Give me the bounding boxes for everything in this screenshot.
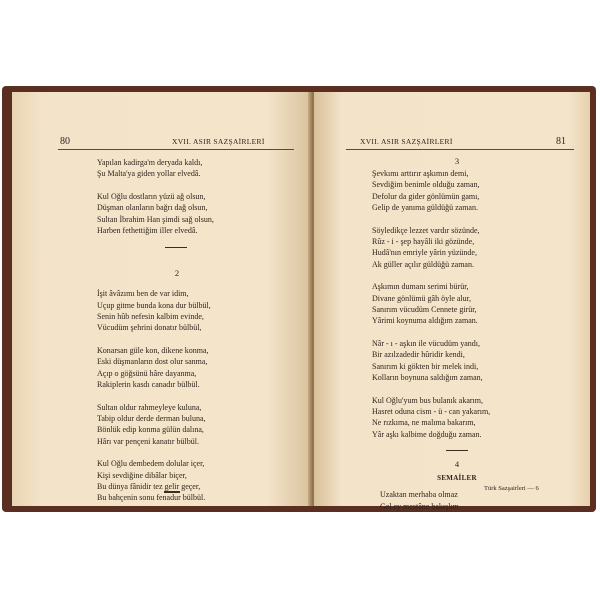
verse-line: Yapılan kadirga'm deryada kaldı, <box>97 158 203 167</box>
poem4-title: SEMAİLER <box>437 473 477 482</box>
verse-line: Şu Malta'ya giden yollar elvedâ. <box>97 169 201 179</box>
verse-line: Gelip de yanıma güldüğü zaman. <box>372 202 478 212</box>
poem1-stanza <box>97 191 307 236</box>
verse-line: Uçup gitme bunda kona dur bülbül, <box>97 300 211 310</box>
verse-line: Şevkımı arttırır aşkımın demi, <box>372 169 469 178</box>
section-divider <box>165 247 187 248</box>
verse-line: Gel ey mestâne bakışlım <box>380 501 459 511</box>
verse-line: Yâr aşkı kalbime doğduğu zaman. <box>372 429 482 439</box>
open-book <box>2 86 596 512</box>
page-end-dash <box>164 491 180 493</box>
poem2-stanza <box>97 288 307 333</box>
verse-line: Eski düşmanların dost olur sanma, <box>97 357 208 367</box>
verse-line: Sevdiğim benimle olduğu zaman, <box>372 180 480 190</box>
section-divider <box>446 450 468 451</box>
verse-line: Defolur da gider gönlümün gamı, <box>372 191 480 201</box>
right-running-head: XVII. ASIR SAZŞAİRLERİ <box>360 137 453 146</box>
poem3-stanza <box>372 281 572 326</box>
verse-line: Sultan İbrahim Han şimdi sağ olsun, <box>97 214 214 224</box>
poem2-number: 2 <box>174 268 180 279</box>
verse-line: Rûz - i - şep hayâli iki gözünde, <box>372 236 475 246</box>
right-header-rule <box>346 149 574 150</box>
verse-line: Bu dünya fânidir tez gelir geçer, <box>97 481 201 491</box>
verse-line: Divane gönlümü gâh öyle alur, <box>372 293 471 303</box>
verse-line: Sultan oldur rahmeyleye kuluna, <box>97 402 202 412</box>
verse-line: Hârı var pençeni kanatır bülbül. <box>97 436 199 446</box>
poem3-stanza <box>372 168 572 213</box>
verse-line: Sanırım vücudüm Cennete girür, <box>372 304 477 314</box>
verse-line: Sanırım ki gökten bir melek indi, <box>372 361 479 371</box>
verse-line: Aşkımın dumanı serimi bürür, <box>372 282 469 292</box>
verse-line: Uzaktan merhaba olmaz <box>380 490 458 500</box>
verse-line: Kul Oğlu dostların yüzü ağ olsun, <box>97 192 206 202</box>
verse-line: Rakiplerin kasdı canadır bülbül. <box>97 379 200 389</box>
verse-line: Nâr - ı - aşkın ile vücudüm yandı, <box>372 339 480 349</box>
verse-line: Senin hûb nefesin kalbim evinde, <box>97 311 204 321</box>
left-running-head: XVII. ASIR SAZŞAİRLERİ <box>172 137 265 146</box>
printer-signature: Türk Sazşairleri — 6 <box>484 485 539 492</box>
verse-line: Ne rızkıma, ne malıma bakarım, <box>372 418 476 428</box>
poem3-number: 3 <box>454 156 460 166</box>
verse-line: Yârimi koynuma aldığım zaman. <box>372 316 478 326</box>
verse-line: Ak güller açılır güldüğü zaman. <box>372 259 474 269</box>
verse-line: Harben fethettiğim iller elvedâ. <box>97 225 198 235</box>
verse-line: Kolların boynuna saldığım zaman, <box>372 372 483 382</box>
verse-line: Düşman olanların bağrı dağ olsun, <box>97 203 208 213</box>
verse-line: Bir azılzadedir hûridir kendi, <box>372 350 465 360</box>
verse-line: Tabip oldur derde derman buluna, <box>97 413 206 423</box>
verse-line: Söyledikçe lezzet vardır sözünde, <box>372 225 480 235</box>
verse-line: Bu bahçenin sonu fenadur bülbül. <box>97 493 206 503</box>
poem2-stanza <box>97 345 307 390</box>
left-header-rule <box>58 149 294 150</box>
poem3-stanza <box>372 225 572 270</box>
verse-line: Kişi sevdiğine dibâlar biçer, <box>97 470 187 480</box>
verse-line: İşit âvâzımı ben de var idim, <box>97 289 189 299</box>
verse-line: Bönlük edip konma gülün dalına, <box>97 425 204 435</box>
verse-line: Kul Oğlu dembedem dolular içer, <box>97 459 205 469</box>
poem3-stanza <box>372 338 572 383</box>
left-text-column <box>97 157 307 504</box>
left-page <box>12 92 312 506</box>
verse-line: Konarsan güle kon, dikene konma, <box>97 345 209 355</box>
poem4-number: 4 <box>454 458 460 469</box>
verse-line: Açıp o göğsünü hâre dayanma, <box>97 368 197 378</box>
poem2-stanza <box>97 458 307 503</box>
verse-line: Hudâ'nın emriyle yârin yüzünde, <box>372 248 477 258</box>
poem3-stanza <box>372 395 572 440</box>
poem2-stanza <box>97 402 307 447</box>
right-page-number: 81 <box>556 136 566 147</box>
left-page-number: 80 <box>60 136 70 147</box>
verse-line: Hasret oduna cism - ü - can yakarım, <box>372 407 491 417</box>
right-text-column <box>372 154 572 512</box>
poem4-stanza <box>372 489 572 512</box>
right-page <box>314 92 590 511</box>
verse-line: Kul Oğlu'yum bus bulanık akarım, <box>372 395 483 405</box>
verse-line: Vücudüm şehrini donatır bülbül, <box>97 323 202 333</box>
poem1-tail <box>97 157 307 180</box>
